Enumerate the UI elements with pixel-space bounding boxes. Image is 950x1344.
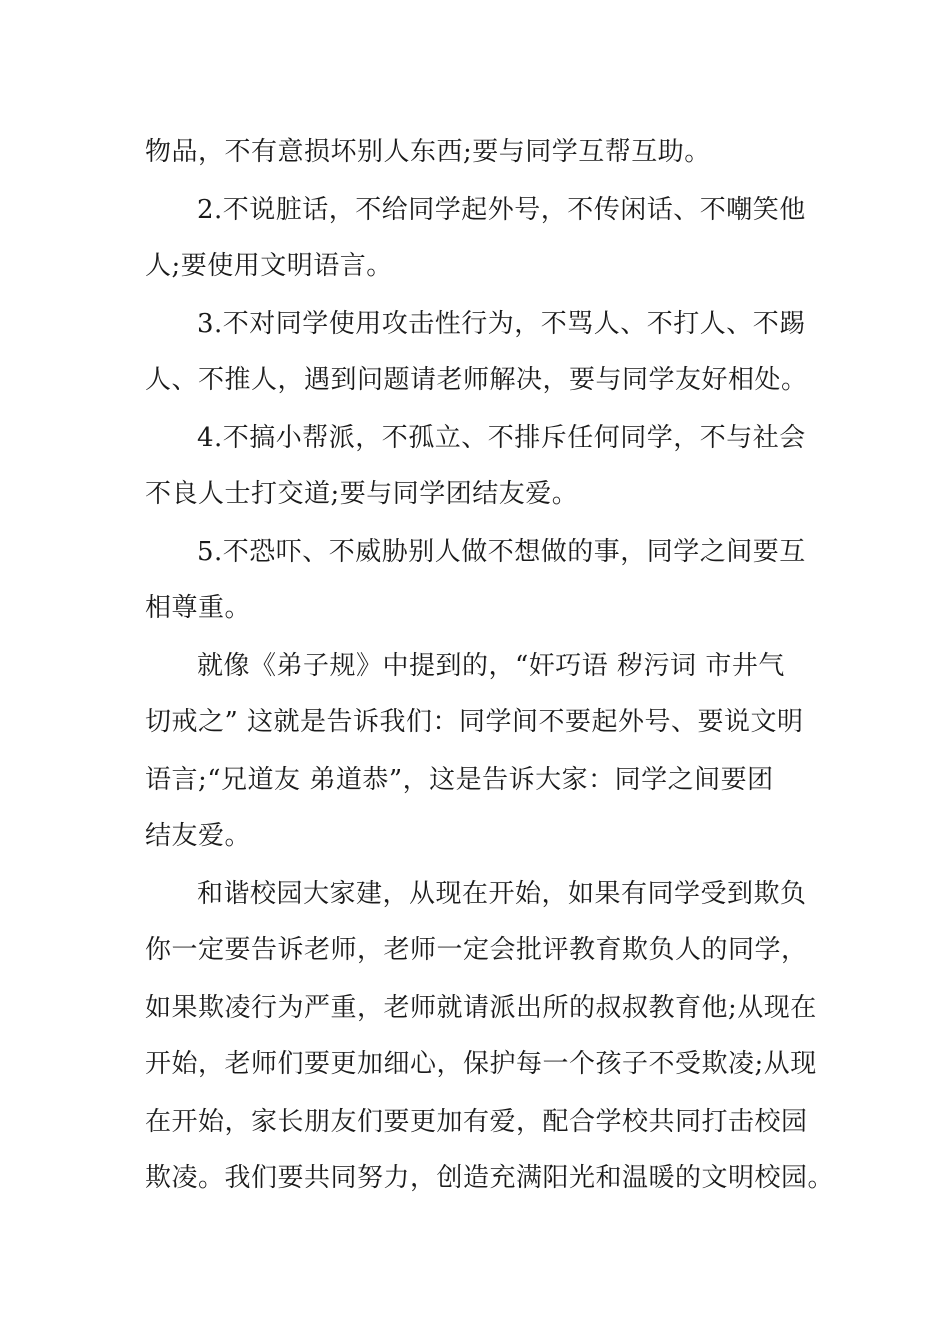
text-line: 切戒之” 这就是告诉我们：同学间不要起外号、要说文明 [145, 707, 804, 737]
text-line: 人、不推人，遇到问题请老师解决，要与同学友好相处。 [145, 365, 808, 395]
text-line: 物品，不有意损坏别人东西;要与同学互帮互助。 [145, 137, 711, 167]
text-line: 在开始，家长朋友们要更加有爱，配合学校共同打击校园 [145, 1107, 808, 1137]
text-line: 欺凌。我们要共同努力，创造充满阳光和温暖的文明校园。 [145, 1163, 835, 1193]
text-line: 结友爱。 [145, 821, 252, 851]
text-line: 开始，老师们要更加细心，保护每一个孩子不受欺凌;从现 [145, 1049, 817, 1079]
text-line: 如果欺凌行为严重，老师就请派出所的叔叔教育他;从现在 [145, 993, 817, 1023]
text-line: 就像《弟子规》中提到的，“奸巧语 秽污词 市井气 [197, 651, 785, 681]
text-line: 3.不对同学使用攻击性行为，不骂人、不打人、不踢 [197, 309, 806, 339]
text-line: 你一定要告诉老师，老师一定会批评教育欺负人的同学， [145, 935, 808, 965]
text-line: 4.不搞小帮派，不孤立、不排斥任何同学，不与社会 [197, 423, 806, 453]
text-line: 5.不恐吓、不威胁别人做不想做的事，同学之间要互 [197, 537, 806, 567]
text-line: 语言;“兄道友 弟道恭”，这是告诉大家：同学之间要团 [145, 765, 774, 795]
text-line: 相尊重。 [145, 593, 252, 623]
text-line: 和谐校园大家建，从现在开始，如果有同学受到欺负 [197, 879, 807, 909]
text-line: 人;要使用文明语言。 [145, 251, 393, 281]
text-line: 不良人士打交道;要与同学团结友爱。 [145, 479, 579, 509]
text-line: 2.不说脏话，不给同学起外号，不传闲话、不嘲笑他 [197, 195, 806, 225]
